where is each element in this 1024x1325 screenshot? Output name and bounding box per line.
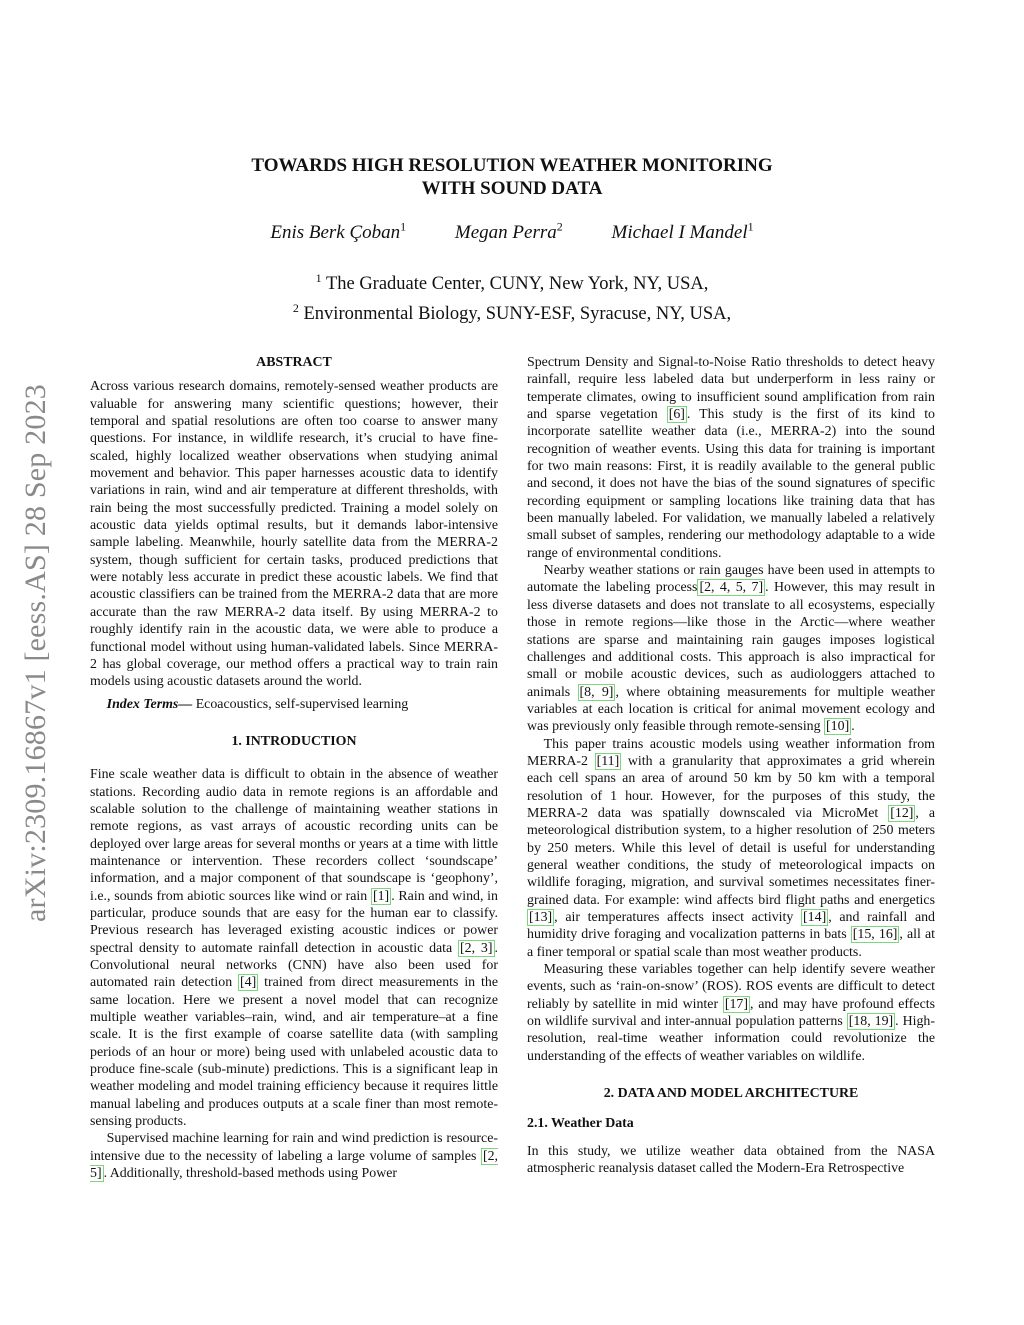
subsection-2-1-heading: 2.1. Weather Data <box>527 1116 634 1132</box>
title-line-1: TOWARDS HIGH RESOLUTION WEATHER MONITORING <box>251 155 773 176</box>
abstract-text: Across various research domains, remotely-sensed weather products are valuable for answering many scientific questions; however, their temporal and spatial resolutions are often too coarse to answer many questions. For instance, in wildlife research, it’s crucial to have fine-scaled, highly localized weather observations when studying animal movement and behavior. This paper harnesses acoustic data to identify variations in rain, wind and air temperature at different thresholds, with rain being the most successfully predicted. Training a model solely on acoustic data yields optimal results, but it demands labor-intensive sample labeling. Meanwhile, hourly satellite data from the MERRA-2 system, though sufficient for certain tasks, produced predictions that were notably less accurate in predict these acoustic labels. We find that acoustic classifiers can be trained from the MERRA-2 data that are more accurate than the raw MERRA-2 data itself. By using MERRA-2 to roughly identify rain in the acoustic data, we were able to produce a functional model without using human-validated labels. Since MERRA-2 has global coverage, our method offers a practical way to train rain models using acoustic datasets around the world. <box>90 379 498 690</box>
right-column <box>527 354 935 1177</box>
index-terms-value: Ecoacoustics, self-supervised learning <box>192 696 409 712</box>
weather-data-paragraph: In this study, we utilize weather data obtained from the NASA atmospheric reanalysis dataset called the Modern-Era Retrospective <box>527 1143 935 1177</box>
citation-link[interactable]: [6] <box>668 407 685 423</box>
index-terms-label: Index Terms— <box>106 696 193 712</box>
intro-paragraph-2: Supervised machine learning for rain and wind prediction is resource-intensive due to the necessity of labeling a large volume of samples [2, 5] . Additionally, threshold-based methods using Power <box>90 1131 498 1182</box>
introduction-heading: 1. INTRODUCTION <box>231 733 357 749</box>
citation-link[interactable]: [15, 16] <box>852 927 898 943</box>
left-column <box>90 354 498 1182</box>
arxiv-identifier: arXiv:2309.16867v1 [eess.AS] 28 Sep 2023 <box>19 384 52 922</box>
citation-link[interactable]: [10] <box>826 719 850 735</box>
citation-link[interactable]: [2, 5] <box>90 1148 498 1182</box>
citation-link[interactable]: [18, 19] <box>848 1014 894 1030</box>
citation-link[interactable]: [2, 4, 5, 7] <box>699 580 764 596</box>
abstract-heading: ABSTRACT <box>256 355 332 370</box>
citation-link[interactable]: [4] <box>240 975 257 991</box>
citation-link[interactable]: [1] <box>372 888 390 904</box>
author-1: Enis Berk Çoban$^1$ <box>270 220 407 244</box>
intro-paragraph-1: Fine scale weather data is difficult to obtain in the absence of weather stations. Recording audio data in remote regions is an affordable and scalable solution to the challenge of maintaining weather stations in remote regions, as vast arrays of acoustic recording units can be deployed over large areas for several months or years at a time with little maintenance or intervention. These recorders collect ‘soundscape’ information, and a major component of that soundscape is ‘geophony’, i.e., sounds from abiotic sources like wind or rain [1] . Rain and wind, in particular, produce sounds that are easy for the human ear to classify. Previous research has leveraged existing acoustic indices or power spectral density to automate rainfall detection in acoustic data [2, 3] . Convolutional neural networks (CNN) have also been used for automated rain detection [4] trained from direct measurements in the same location. Here we present a novel model that can recognize multiple weather variables–rain, wind, and air temperature–at a fine scale. It is the first example of coarse satellite data (with sampling periods of an hour or more) being used with unlabeled acoustic data to produce fine-scale (sub-minute) predictions. This is a significant leap in weather modeling and model training efficiency because it requires little manual labeling and produces outputs at a scale finer than most remote-sensing products. <box>90 767 498 1130</box>
citation-link[interactable]: [2, 3] <box>460 940 493 956</box>
citation-link[interactable]: [11] <box>596 753 620 769</box>
author-3: Michael I Mandel$^1$ <box>611 220 754 244</box>
citation-link[interactable]: [13] <box>529 910 553 925</box>
paper-title <box>150 154 874 200</box>
right-paragraph-1: Spectrum Density and Signal-to-Noise Ratio thresholds to detect heavy rainfall, require less labeled data but underperform in less rainy or temperate climates, owing to insufficient sound amplification from rain and sparse vegetation [6] . This study is the first of its kind to incorporate satellite weather data (i.e., MERRA-2) into the sound recognition of weather events. Using this data for training is important for two main reasons: First, it is readily available to the general public and second, it does not have the bias of the sound signatures of specific recording equipment or sampling locations like training data that has been manually labeled. For validation, we manually labeled a relatively small subset of samples, rendering our methodology adaptable to a wide range of environmental conditions. <box>527 355 936 561</box>
right-paragraph-3: This paper trains acoustic models using weather information from MERRA-2 [11] with a granularity that approximates a grid wherein each cell spans an area of around 50 km by 50 km with a temporal resolution of 1 hour. However, for the purposes of this study, the MERRA-2 data was spatially downscaled via MicroMet [12] , a meteorological distribution system, to a higher resolution of 250 meters by 250 meters. While this level of detail is useful for understanding general weather conditions, the study of meteorological impacts on wildlife foraging, migration, and survival sometimes necessitates finer-grained data. For example: wind affects bird flight paths and energetics [13] , air temperatures affects insect activity [14] , and rainfall and humidity drive foraging and vocalization patterns in bats [15, 16] , all at a finer temporal or spatial scale than most weather products. <box>527 736 935 960</box>
index-terms <box>90 696 498 713</box>
right-paragraph-2: Nearby weather stations or rain gauges have been used in attempts to automate the labeling process [2, 4, 5, 7] . However, this may result in less diverse datasets and does not translate to all ecosystems, especially those in remote regions—like those in the Arctic—where weather stations are sparse and maintaining rain gauges imposes logistical challenges and additional costs. This approach is also impractical for small or mobile acoustic devices, such as audiologgers attached to animals [8, 9] , where obtaining measurements for multiple weather variables at each location is critical for animal movement ecology and was previously only feasible through remote-sensing [10] . <box>527 563 936 735</box>
citation-link[interactable]: [17] <box>724 996 748 1012</box>
author-2: Megan Perra$^2$ <box>454 220 563 244</box>
right-paragraph-4: Measuring these variables together can help identify severe weather events, such as ‘rain-on-snow’ (ROS). ROS events are difficult to detect reliably by satellite in mid winter [17] , and may have profound effects on wildlife survival and inter-annual population patterns [18, 19] . High-resolution, real-time weather information could revolutionize the understanding of the effects of weather variables on wildlife. <box>527 962 936 1064</box>
author-list <box>150 220 874 244</box>
section-2-heading: 2. DATA AND MODEL ARCHITECTURE <box>603 1086 859 1102</box>
citation-link[interactable]: [12] <box>890 805 914 821</box>
affiliation-1: $^1$ The Graduate Center, CUNY, New York, NY, USA, <box>315 271 709 295</box>
title-line-2: WITH SOUND DATA <box>421 178 603 199</box>
affiliations <box>150 266 874 326</box>
affiliation-2: $^2$ Environmental Biology, SUNY-ESF, Syracuse, NY, USA, <box>292 301 732 325</box>
citation-link[interactable]: [14] <box>803 910 827 925</box>
citation-link[interactable]: [8, 9] <box>579 684 614 700</box>
